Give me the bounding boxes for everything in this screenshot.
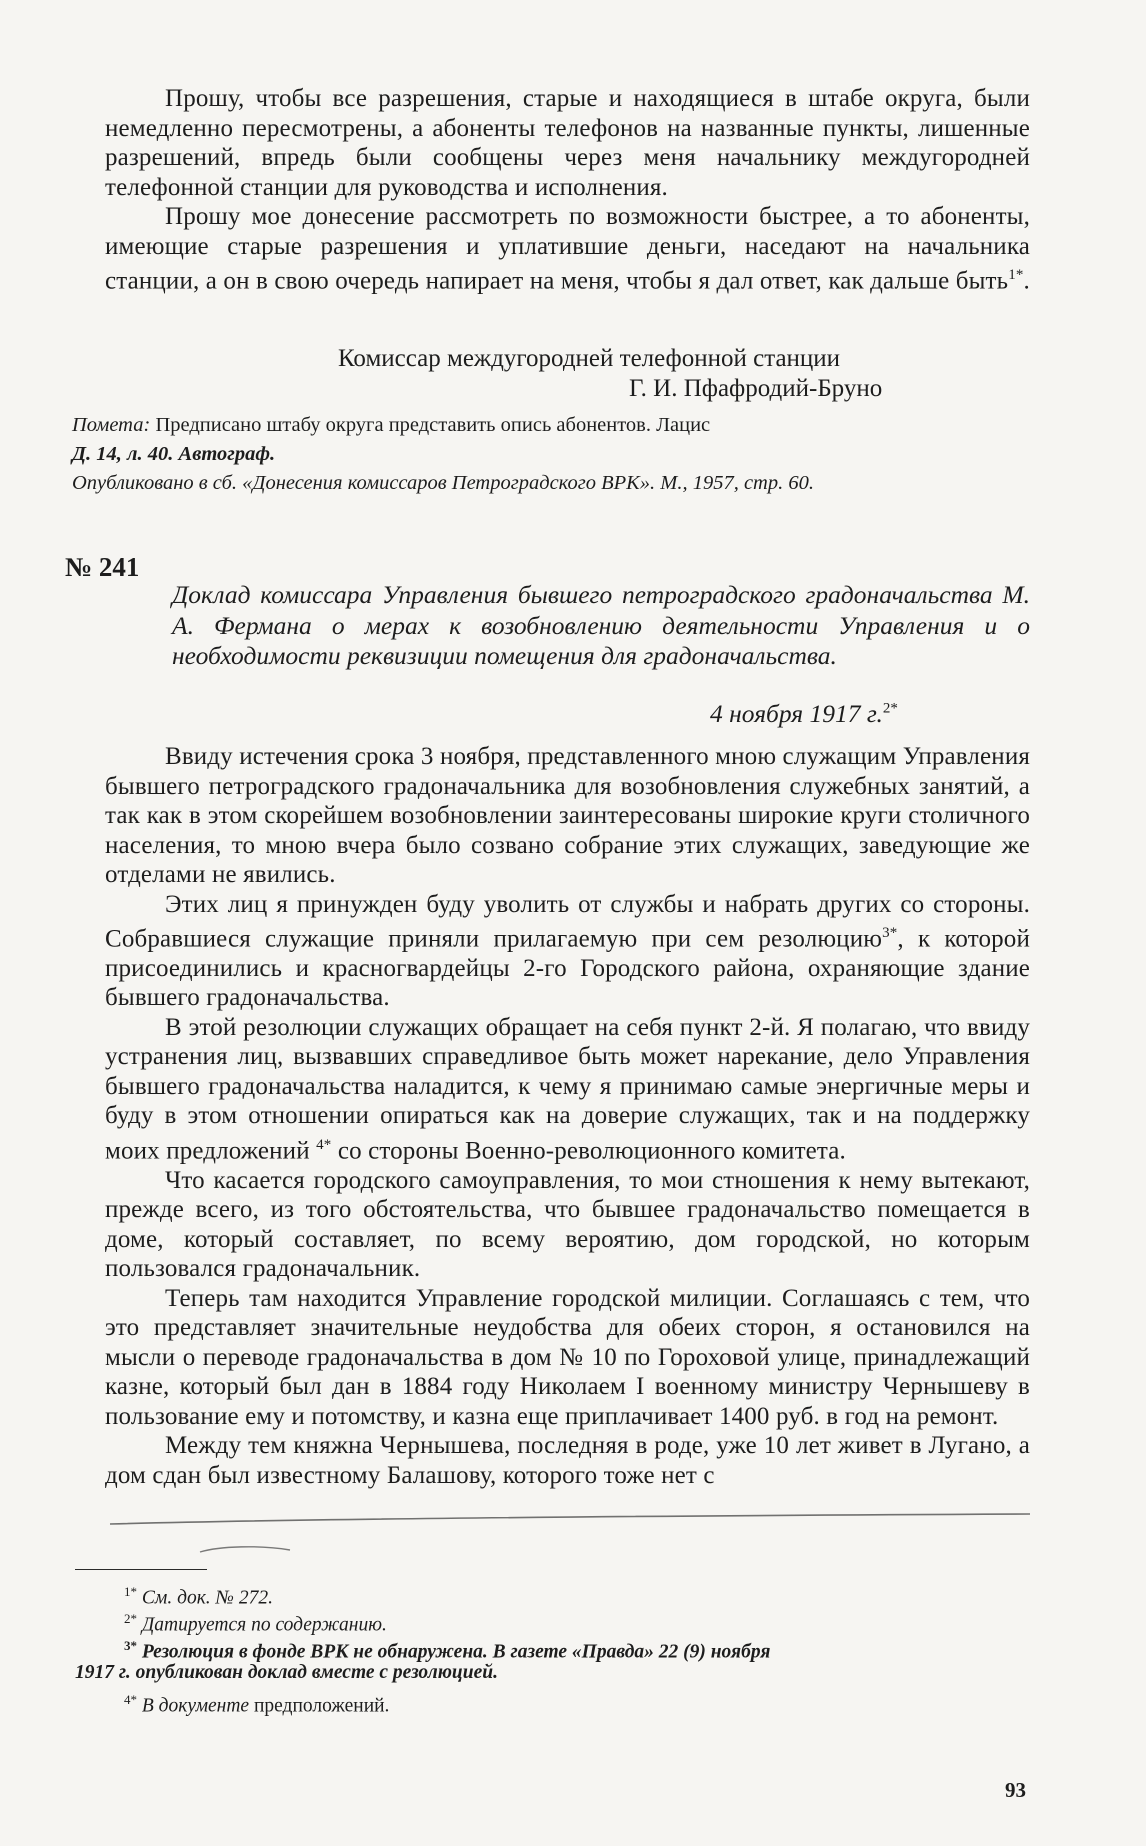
note-pometa (72, 413, 710, 437)
document-date-text: 4 ноября 1917 г. (710, 699, 883, 728)
footnote-ref-1: 1* (1008, 267, 1024, 283)
footnote-4-plain: предположений. (253, 1695, 390, 1717)
footnote-3-mark: 3* (124, 1638, 137, 1653)
footnote-1 (124, 1580, 273, 1611)
signature-name: Г. И. Пфафродий-Бруно (629, 375, 883, 402)
footnote-1-text: См. док. № 272. (141, 1587, 273, 1609)
body-text-block (105, 742, 1030, 1490)
note-pometa-label: Помета: (72, 414, 151, 436)
body-paragraph-4: Что касается городского самоуправления, то мои стношения к нему вытекают, прежде всего, из того обстоятельства, что бывшее градоначальство помещается в доме, который составляет, по всему вероятию, дом городской, но которым пользовался градоначальник. (105, 1166, 1030, 1283)
footnote-ref-4: 4* (316, 1136, 332, 1153)
footnote-ref-3: 3* (882, 925, 898, 941)
footnote-3-continued (75, 1661, 498, 1685)
top-text-block (105, 84, 1030, 296)
footnote-2-mark: 2* (124, 1611, 137, 1626)
note-archive: Д. 14, л. 40. Автограф. (72, 443, 276, 465)
note-published: Опубликовано в сб. «Донесения комиссаров Петроградского ВРК». М., 1957, стр. 60. (72, 472, 814, 494)
footnote-3 (124, 1634, 770, 1665)
note-pometa-text: Предписано штабу округа представить опись абонентов. Лацис (155, 414, 711, 436)
footnote-3-text: Резолюция в фонде ВРК не обнаружена. В газете «Правда» 22 (9) ноября (141, 1641, 771, 1663)
body-paragraph-2-tail: , к которой присоединились и красногвардейцы 2-го Городского района, охраняющие здание бывшего градоначальства. (105, 925, 1030, 1012)
signature-title: Комиссар междугородней телефонной станции (338, 345, 841, 372)
document-date (710, 699, 898, 729)
body-paragraph-2-text: Этих лиц я принужден буду уволить от службы и набрать других со стороны. Собравшиеся служащие приняли прилагаемую при сем резолюцию (105, 890, 1030, 953)
footnote-4 (124, 1688, 389, 1719)
paragraph-request-speed-text: Прошу мое донесение рассмотреть по возможности быстрее, а то абоненты, имеющие старые разрешения и уплатившие деньги, наседают на начальника станции, а он в свою очередь напирает на меня, чтобы я дал ответ, как дальше быть (105, 203, 1030, 295)
footnote-4-italic: В документе (141, 1695, 250, 1717)
footnote-separator (75, 1569, 207, 1570)
footnote-ref-2: 2* (882, 700, 898, 717)
page-number: 93 (1005, 1778, 1026, 1802)
document-title: Доклад комиссара Управления бывшего петроградского градоначальства М. А. Фермана о мерах к возобновлению деятельности Управления и о необходимости реквизиции помещения для градоначальства. (172, 580, 1030, 670)
body-paragraph-2 (105, 890, 1030, 1013)
footnote-1-mark: 1* (124, 1584, 137, 1599)
footnote-2 (124, 1607, 387, 1638)
document-number: № 241 (65, 552, 140, 582)
footnote-3-continued-text: 1917 г. опубликован доклад вместе с резолюцией. (75, 1662, 499, 1683)
body-paragraph-3-tail: со стороны Военно-революционного комитета. (331, 1137, 846, 1165)
footnote-2-text: Датируется по содержанию. (141, 1614, 387, 1636)
body-paragraph-6: Между тем княжна Чернышева, последняя в роде, уже 10 лет живет в Лугано, а дом сдан был известному Балашову, которого тоже нет с (105, 1432, 1030, 1489)
body-paragraph-5: Теперь там находится Управление городской милиции. Соглашаясь с тем, что это представляет значительные неудобства для обеих сторон, я остановился на мысли о переводе градоначальства в дом № 10 по Гороховой улице, принадлежащий казне, который был дан в 1884 году Николаем I военному министру Чернышеву в пользование ему и потомству, и казна еще приплачивает 1400 руб. в год на ремонт. (105, 1284, 1030, 1430)
body-paragraph-1: Ввиду истечения срока 3 ноября, представленного мною служащим Управления бывшего петроградского градоначальника для возобновления служебных занятий, а так как в этом скорейшем возобновлении заинтересованы широкие круги столичного населения, то мною вчера было созвано собрание этих служащих, заведующие же отделами не явились. (105, 743, 1030, 888)
footnote-4-mark: 4* (124, 1692, 137, 1707)
body-paragraph-3-text: В этой резолюции служащих обращает на себя пункт 2-й. Я полагаю, что ввиду устранения лиц, вызвавших справедливое быть может нарекание, дело Управления бывшего градоначальства наладится, к чему я принимаю самые энергичные меры и буду в этом отношении опираться как на доверие служащих, так и на поддержку моих предложений (105, 1013, 1030, 1165)
paragraph-request-speed: Прошу мое донесение рассмотреть по возможности быстрее, а то абоненты, имеющие старые разрешения и уплатившие деньги, наседают на начальника станции, а он в свою очередь напирает на меня, чтобы я дал ответ, как дальше быть$^{1*}$. (105, 203, 1030, 295)
body-paragraph-3 (105, 1013, 1030, 1166)
paragraph-request-permissions: Прошу, чтобы все разрешения, старые и находящиеся в штабе округа, были немедленно пересмотрены, а абоненты телефонов на названные пункты, лишенные разрешений, впредь были сообщены через меня начальнику междугородней телефонной станции для руководства и исполнения. (105, 85, 1030, 201)
